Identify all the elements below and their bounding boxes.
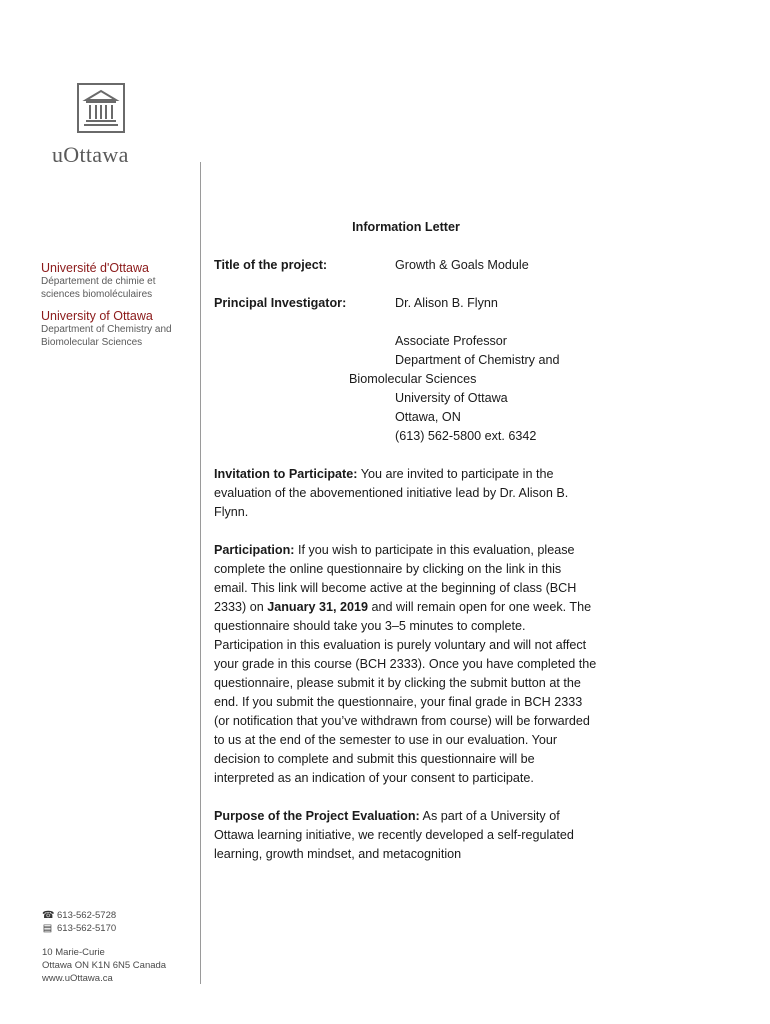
department-name-fr: Département de chimie et sciences biomoléculaires (41, 276, 156, 300)
participation-paragraph (214, 541, 598, 788)
participation-text-2: and will remain open for one week. The questionnaire should take you 3–5 minutes to complete. Participation in this evaluation is purely voluntary and will not affect your grade in this course (BCH 2333). Once you have completed the questionnaire, please submit it by clicking the submit button at the end. If you submit the questionnaire, your final grade in BCH 2333 (or notification that you’ve withdrawn from course) will be forwarded to us at the end of the semester to use in our evaluation. Your decision to complete and submit this questionnaire will be interpreted as an indication of your consent to participate. (214, 600, 597, 785)
footer-contact (42, 909, 166, 985)
building-icon (76, 80, 126, 136)
university-name-fr: Université d'Ottawa (41, 261, 149, 275)
fax-number: 613-562-5170 (57, 923, 117, 934)
divider-line (200, 162, 201, 984)
website: www.uOttawa.ca (42, 973, 113, 984)
purpose-heading: Purpose of the Project Evaluation: (214, 809, 420, 823)
pi-label: Principal Investigator: (214, 296, 347, 310)
pi-phone: (613) 562-5800 ext. 6342 (395, 429, 537, 443)
department-name-en: Department of Chemistry and Biomolecular Sciences (41, 324, 172, 348)
project-label: Title of the project: (214, 258, 328, 272)
invitation-heading: Invitation to Participate: (214, 467, 358, 481)
telephone-icon: ☎ (42, 910, 55, 921)
phone-line (42, 909, 166, 922)
pi-title: Associate Professor (395, 334, 507, 348)
address-line1: 10 Marie-Curie (42, 947, 105, 958)
department-block (41, 261, 196, 349)
project-row (214, 256, 598, 275)
pi-city: Ottawa, ON (395, 410, 461, 424)
letter-title: Information Letter (352, 220, 460, 234)
pi-department-line1: Department of Chemistry and (395, 353, 560, 367)
pi-name: Dr. Alison B. Flynn (395, 296, 498, 310)
phone-number: 613-562-5728 (57, 910, 117, 921)
university-name-en: University of Ottawa (41, 309, 153, 323)
invitation-text: You are invited to participate in the evaluation of the abovementioned initiative lead by Dr. Alison B. Flynn. (214, 467, 569, 519)
letter-body (214, 218, 598, 864)
participation-heading: Participation: (214, 543, 295, 557)
fax-line (42, 922, 166, 935)
fax-icon: ▤ (42, 923, 53, 934)
logo-wordmark: uOttawa (52, 142, 129, 167)
participation-date: January 31, 2019 (267, 600, 369, 614)
pi-department-line2: Biomolecular Sciences (349, 372, 477, 386)
participation-text-1: If you wish to participate in this evaluation, please complete the online questionnaire by clicking on the link in this email. This link will become active at the beginning of class (BCH 2333) on (214, 543, 577, 614)
project-value: Growth & Goals Module (395, 258, 529, 272)
address-line2: Ottawa ON K1N 6N5 Canada (42, 960, 167, 971)
purpose-paragraph (214, 807, 598, 864)
pi-row (214, 294, 598, 313)
invitation-paragraph (214, 465, 598, 522)
pi-university: University of Ottawa (395, 391, 508, 405)
purpose-text: As part of a University of Ottawa learning initiative, we recently developed a self-regulated learning, growth mindset, and metacognition (214, 809, 574, 861)
